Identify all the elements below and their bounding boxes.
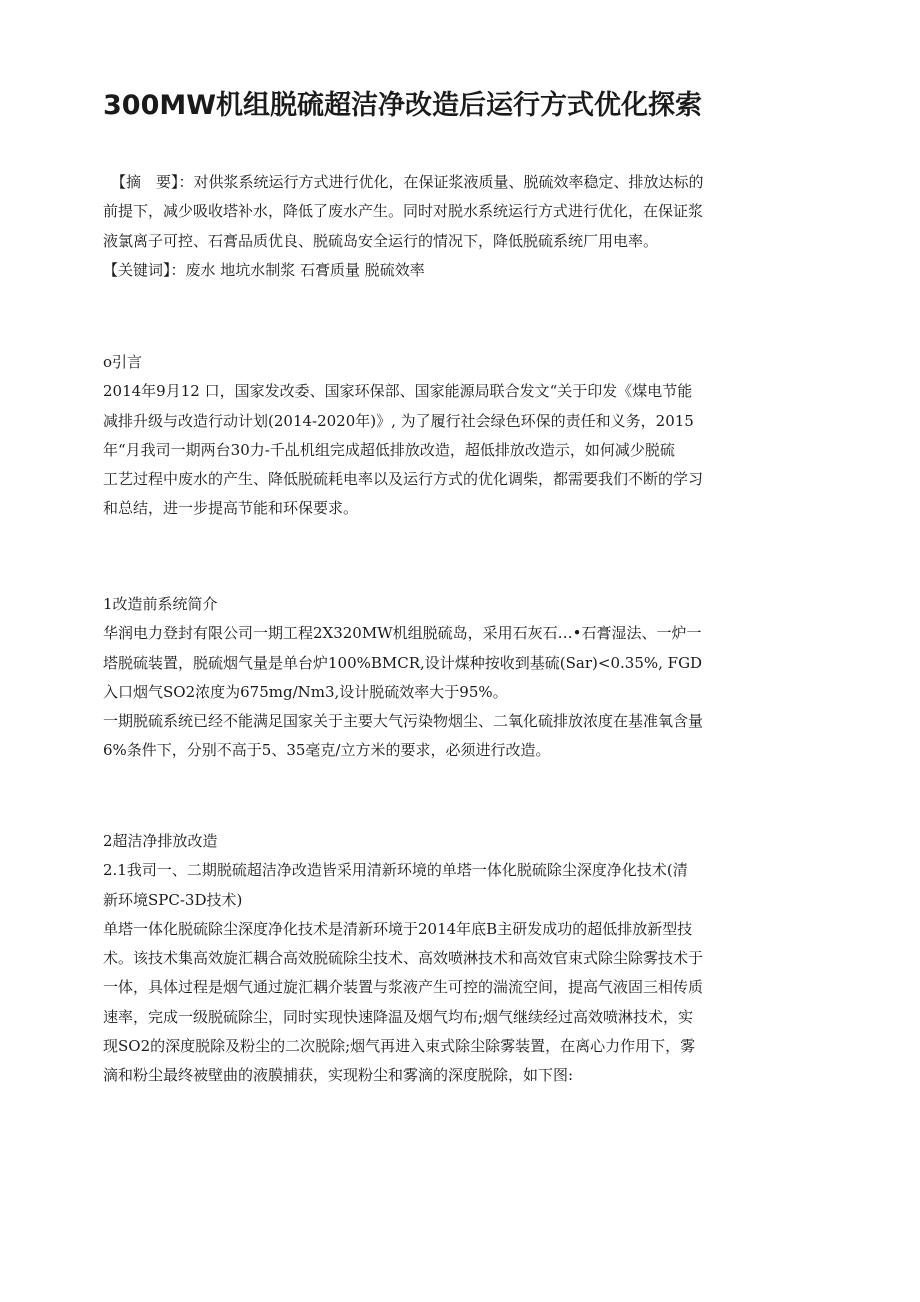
paragraph-line: 一期脱硫系统已经不能满足国家关于主要大气污染物烟尘、二氧化硫排放浓度在基准氧含量 (103, 712, 704, 731)
paragraph-line: 塔脱硫装置，脱硫烟气量是单台炉100%BMCR,设计煤种按收到基硫(Sar)<0.35%, FGD (103, 653, 703, 672)
paragraph-line: 速率，完成一级脱硫除尘，同时实现快速降温及烟气均布;烟气继续经过高效喷淋技术，实 (103, 1007, 694, 1026)
abstract-line: 【摘 要】：对供浆系统运行方式进行优化，在保证浆液质量、脱硫效率稳定、排放达标的 (111, 173, 704, 191)
section-ultra-clean-retrofit (103, 827, 793, 1091)
abstract-line: 液氯离子可控、石膏品质优良、脱硫岛安全运行的情况下，降低脱硫系统厂用电率。 (103, 231, 659, 250)
paragraph-line: 6%条件下，分别不高于5、35毫克/立方米的要求，必须进行改造。 (103, 741, 551, 760)
section-heading: o引言 (103, 353, 143, 371)
paragraph-line: 入口烟气SO2浓度为675mg/Nm3,设计脱硫效率大于95%。 (103, 682, 508, 701)
paragraph-line: 现SO2的深度脱除及粉尘的二次脱除;烟气再进入束式除尘除雾装置，在离心力作用下，雾 (103, 1037, 696, 1056)
paragraph-line: 和总结，进一步提高节能和环保要求。 (103, 499, 359, 518)
paragraph-line: 术。该技术集高效旋汇耦合高效脱硫除尘技术、高效喷淋技术和高效官束式除尘除雾技术于 (103, 949, 704, 968)
section-introduction (103, 348, 793, 524)
paragraph-line: 减排升级与改造行动计划(2014-2020年)》, 为了履行社会绿色环保的责任和义务，2015 (103, 411, 694, 430)
section-heading: 2超洁净排放改造 (103, 832, 218, 850)
paragraph-line: 2014年9月12 口，国家发改委、国家环保部、国家能源局联合发文“关于印发《煤电节能 (103, 382, 693, 401)
paragraph-line: 华润电力登封有限公司一期工程2X320MW机组脱硫岛，采用石灰石…•石膏湿法、一炉一 (103, 624, 702, 643)
paragraph-line: 滴和粉尘最终被壁曲的液膜捕获，实现粉尘和雾滴的深度脱除，如下图: (103, 1066, 574, 1085)
section-heading: 1改造前系统简介 (103, 595, 218, 613)
abstract (103, 168, 793, 285)
paragraph-line: 单塔一体化脱硫除尘深度净化技术是清新环境于2014年底B主研发成功的超低排放新型技 (103, 919, 693, 938)
paragraph-line: 一体，具体过程是烟气通过旋汇耦介装置与浆液产生可控的湍流空间，提高气液固三相传质 (103, 978, 704, 997)
section-system-overview (103, 590, 793, 766)
document-title: 300MW机组脱硫超洁净改造后运行方式优化探索 (103, 90, 703, 121)
paragraph-line: 新环境SPC-3D技术) (103, 890, 243, 909)
paragraph-line: 工艺过程中废水的产生、降低脱硫耗电率以及运行方式的优化调柴，都需要我们不断的学习 (103, 470, 704, 489)
paragraph-line: 2.1我司一、二期脱硫超洁净改造皆采用清新环境的单塔一体化脱硫除尘深度净化技术(清 (103, 861, 688, 880)
abstract-line: 前提下，减少吸收塔补水，降低了废水产生。同时对脱水系统运行方式进行优化，在保证浆 (103, 202, 704, 221)
keywords-line: 【关键词】：废水 地坑水制浆 石膏质量 脱硫效率 (103, 260, 425, 279)
paragraph-line: 年“月我司一期两台30力-千乩机组完成超低排放改造，超低排放改造示，如何减少脱硫 (103, 440, 675, 459)
